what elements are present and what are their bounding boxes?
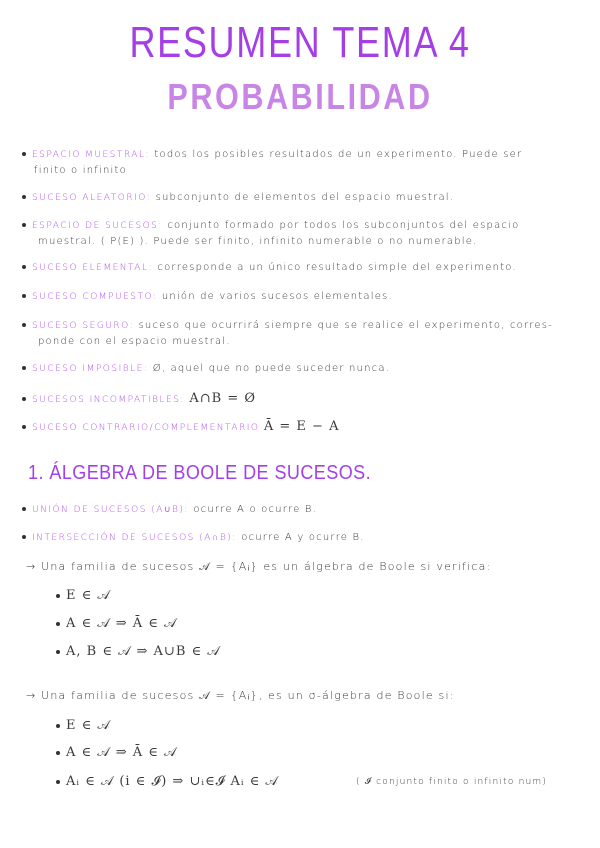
bullet-icon <box>22 397 26 401</box>
definition-text: Ā = E − A <box>263 419 340 434</box>
bullet-icon <box>22 535 26 539</box>
sigma-algebra-intro: → Una familia de sucesos 𝒜 = {Aᵢ}, es un σ-álgebra de Boole si: <box>26 689 455 702</box>
definition-label: SUCESO IMPOSIBLE: <box>32 364 149 374</box>
sigma-item <box>56 718 111 733</box>
algebra-intro: → Una familia de sucesos 𝒜 = {Aᵢ} es un álgebra de Boole si verifica: <box>26 560 492 573</box>
definition-label: SUCESO SEGURO: <box>32 321 135 331</box>
algebra-item-text: A, B ∈ 𝒜 ⇒ A∪B ∈ 𝒜 <box>66 644 221 659</box>
bullet-icon <box>22 265 26 269</box>
bullet-icon <box>56 650 60 654</box>
sigma-note: ( 𝓘 conjunto finito o infinito num) <box>356 777 548 787</box>
intersection-definition <box>22 532 365 543</box>
sigma-item-text: A ∈ 𝒜 ⇒ Ā ∈ 𝒜 <box>66 745 178 760</box>
definition-label: SUCESO COMPUESTO: <box>32 292 158 302</box>
bullet-icon <box>56 594 60 598</box>
bullet-icon <box>22 425 26 429</box>
definition-text: ocurre A y ocurre B. <box>241 532 365 543</box>
bullet-icon <box>56 751 60 755</box>
definition-text: Ø, aquel que no puede suceder nunca. <box>152 363 391 374</box>
definition-text-cont: finito o infinito <box>34 165 127 176</box>
definition-text: ocurre A o ocurre B. <box>193 504 317 515</box>
sigma-item-text: E ∈ 𝒜 <box>66 718 111 733</box>
definition-suceso-aleatorio <box>22 192 454 203</box>
definition-suceso-elemental <box>22 262 517 273</box>
definition-text: todos los posibles resultados de un experimento. Puede ser <box>154 149 523 160</box>
bullet-icon <box>22 294 26 298</box>
definition-suceso-imposible <box>22 363 390 374</box>
definition-suceso-seguro <box>22 320 553 331</box>
definition-text: suceso que ocurrirá siempre que se realice el experimento, corres- <box>138 320 553 331</box>
bullet-icon <box>22 507 26 511</box>
definition-espacio-muestral <box>22 149 522 160</box>
definition-label: SUCESO ALEATORIO: <box>32 193 152 203</box>
algebra-item-text: A ∈ 𝒜 ⇒ Ā ∈ 𝒜 <box>66 616 178 631</box>
definition-label: INTERSECCIÓN DE SUCESOS (A∩B): <box>32 533 237 543</box>
definition-suceso-compuesto <box>22 291 393 302</box>
bullet-icon <box>22 223 26 227</box>
definition-label: SUCESO ELEMENTAL: <box>32 263 154 273</box>
sigma-item <box>56 774 279 789</box>
definition-suceso-contrario <box>22 419 339 434</box>
algebra-item <box>56 588 111 603</box>
definition-label: ESPACIO DE SUCESOS: <box>32 221 163 231</box>
algebra-item-text: E ∈ 𝒜 <box>66 588 111 603</box>
definition-label: UNIÓN DE SUCESOS (A∪B): <box>32 505 189 515</box>
definition-text: unión de varios sucesos elementales. <box>161 291 393 302</box>
section-heading: 1. ÁLGEBRA DE BOOLE DE SUCESOS. <box>28 462 372 484</box>
algebra-item <box>56 644 221 659</box>
bullet-icon <box>22 195 26 199</box>
algebra-item <box>56 616 177 631</box>
bullet-icon <box>22 366 26 370</box>
definition-label: SUCESO CONTRARIO/COMPLEMENTARIO <box>32 423 260 433</box>
definition-text: conjunto formado por todos los subconjuntos del espacio <box>167 220 520 231</box>
definition-text-cont: muestral. ( P(E) ). Puede ser finito, infinito numerable o no numerable. <box>38 236 478 247</box>
definition-text-cont: ponde con el espacio muestral. <box>38 336 231 347</box>
bullet-icon <box>56 780 60 784</box>
bullet-icon <box>22 152 26 156</box>
definition-text: corresponde a un único resultado simple del experimento. <box>157 262 517 273</box>
bullet-icon <box>22 323 26 327</box>
sigma-item <box>56 745 177 760</box>
definition-sucesos-incompatibles <box>22 391 256 406</box>
bullet-icon <box>56 622 60 626</box>
union-definition <box>22 504 317 515</box>
definition-text: A∩B = Ø <box>189 391 257 406</box>
page-title: RESUMEN TEMA 4 <box>129 18 471 67</box>
sigma-item-text: Aᵢ ∈ 𝒜 (i ∈ 𝓘) ⇒ ∪ᵢ∈𝓘 Aᵢ ∈ 𝒜 <box>66 774 279 789</box>
definition-text: subconjunto de elementos del espacio muestral. <box>155 192 455 203</box>
definition-label: SUCESOS INCOMPATIBLES: <box>32 395 185 405</box>
definition-espacio-sucesos <box>22 220 519 231</box>
bullet-icon <box>56 724 60 728</box>
page-subtitle: PROBABILIDAD <box>167 76 433 117</box>
definition-label: ESPACIO MUESTRAL: <box>32 150 150 160</box>
